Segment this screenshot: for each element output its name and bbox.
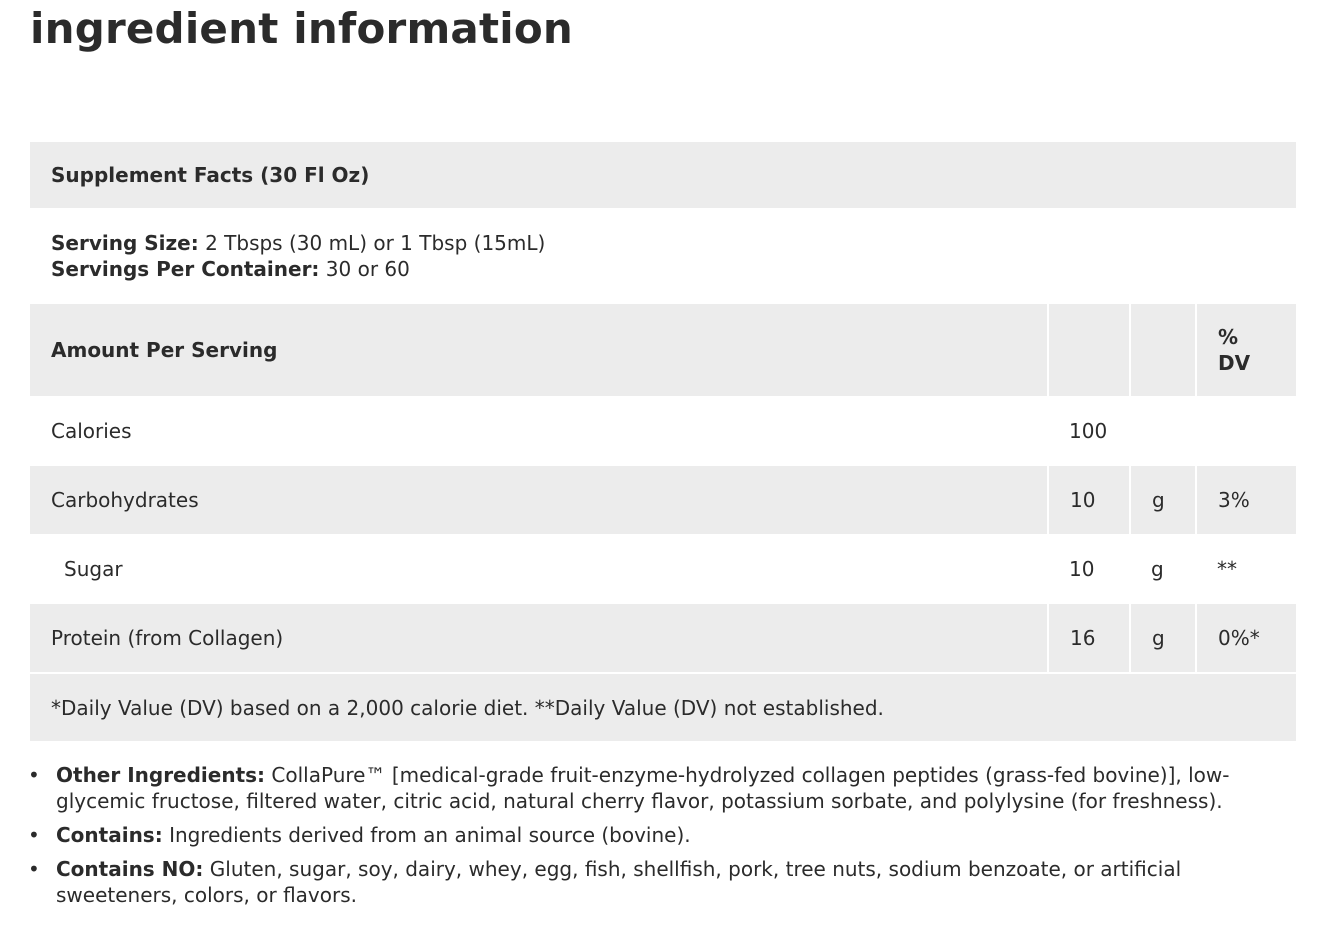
bullet: • <box>28 823 40 847</box>
nutrient-amount: 16 <box>1048 604 1130 673</box>
nutrient-dv: 0%* <box>1196 604 1296 673</box>
nutrient-unit <box>1130 396 1196 466</box>
serving-size-value: 2 Tbsps (30 mL) or 1 Tbsp (15mL) <box>198 231 546 255</box>
nutrient-amount: 100 <box>1069 419 1108 443</box>
servings-per-container-label: Servings Per Container: <box>51 257 320 281</box>
facts-header: Supplement Facts (30 Fl Oz) <box>30 142 1296 208</box>
amount-header-row <box>30 304 1296 396</box>
list-item <box>28 762 1296 814</box>
table-row <box>30 534 1296 604</box>
unit-column-header <box>1130 304 1196 396</box>
note-label: Contains: <box>56 823 163 847</box>
serving-size-label: Serving Size: <box>51 231 199 255</box>
footnote-row <box>30 673 1296 741</box>
servings-per-container <box>51 256 1296 282</box>
bullet: • <box>28 857 40 881</box>
nutrient-dv: 3% <box>1196 466 1296 534</box>
dv-header-label: % DV <box>1218 325 1251 375</box>
note-label: Other Ingredients: <box>56 763 266 787</box>
note-text: CollaPure™ [medical-grade fruit-enzyme-hydrolyzed collagen peptides (grass-fed bovine)], low-glycemic fructose, filtered water, citric acid, natural cherry flavor, potassium sorbate, and polylysine (for freshness). <box>56 763 1230 813</box>
page-title: ingredient information <box>30 4 573 53</box>
nutrient-unit: g <box>1130 604 1196 673</box>
note-text: Ingredients derived from an animal source (bovine). <box>162 823 691 847</box>
nutrient-dv: ** <box>1217 557 1237 581</box>
nutrient-name: Carbohydrates <box>30 466 1048 534</box>
nutrient-name: Protein (from Collagen) <box>30 604 1048 673</box>
nutrient-amount: 10 <box>1048 466 1130 534</box>
ingredient-notes-list <box>28 762 1296 916</box>
list-item <box>28 822 1296 848</box>
serving-info-row <box>30 208 1296 304</box>
serving-info <box>30 208 1296 304</box>
note-text: Gluten, sugar, soy, dairy, whey, egg, fish, shellfish, pork, tree nuts, sodium benzoate, or artificial sweeteners, colors, or flavors. <box>56 857 1182 907</box>
nutrient-amount: 10 <box>1069 557 1095 581</box>
table-row <box>30 466 1296 534</box>
supplement-facts-table <box>30 142 1296 741</box>
table-row <box>30 396 1296 466</box>
list-item <box>28 856 1296 908</box>
amount-column-header <box>1048 304 1130 396</box>
facts-header-row <box>30 142 1296 208</box>
dv-footnote: *Daily Value (DV) based on a 2,000 calorie diet. **Daily Value (DV) not established. <box>30 673 1296 741</box>
table-row <box>30 604 1296 673</box>
nutrient-unit: g <box>1151 557 1164 581</box>
nutrient-unit: g <box>1130 466 1196 534</box>
servings-per-container-value: 30 or 60 <box>319 257 410 281</box>
bullet: • <box>28 763 40 787</box>
nutrient-name: Calories <box>51 419 132 443</box>
dv-column-header <box>1196 304 1296 396</box>
serving-size <box>51 230 1296 256</box>
note-label: Contains NO: <box>56 857 204 881</box>
nutrient-name: Sugar <box>64 557 123 581</box>
nutrient-dv <box>1196 396 1296 466</box>
amount-per-serving-header: Amount Per Serving <box>30 304 1048 396</box>
